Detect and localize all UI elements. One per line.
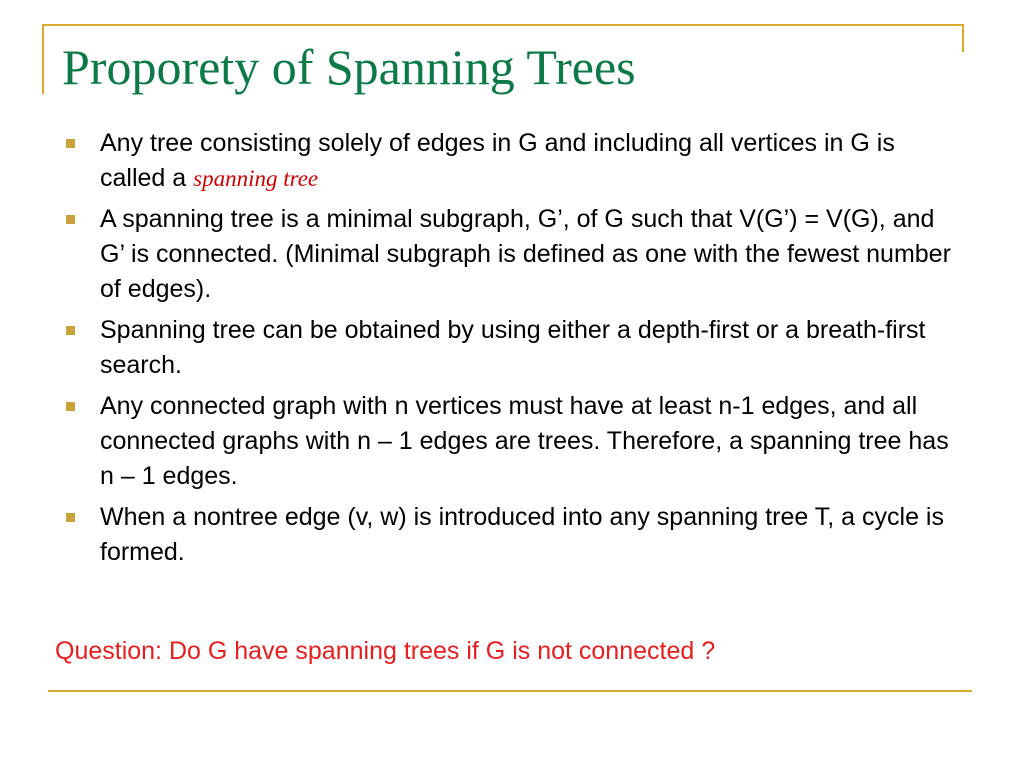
bullet-text: Any connected graph with n vertices must have at least n-1 edges, and all connected graphs with n – 1 edges are trees. Therefore, a spanning tree has n – 1 edges. [100, 392, 949, 490]
slide-title: Proporety of Spanning Trees [62, 39, 636, 95]
frame-bottom-rule [48, 690, 972, 692]
bullet-item [62, 313, 962, 383]
bullet-text: Any tree consisting solely of edges in G and including all vertices in G is called a [100, 129, 895, 192]
frame-right-rule [962, 24, 964, 52]
frame-top-rule [42, 24, 964, 26]
bullet-emphasis: spanning tree [193, 166, 319, 191]
square-bullet-icon [66, 139, 75, 148]
frame-left-rule [42, 24, 44, 94]
bullet-item [62, 126, 962, 196]
square-bullet-icon [66, 513, 75, 522]
question-text: Question: Do G have spanning trees if G is not connected ? [55, 637, 716, 665]
bullet-text: A spanning tree is a minimal subgraph, G’, of G such that V(G’) = V(G), and G’ is connected. (Minimal subgraph is defined as one with the fewest number of edges). [100, 205, 951, 303]
square-bullet-icon [66, 326, 75, 335]
bullet-item [62, 389, 962, 494]
bullet-list [62, 126, 962, 576]
bullet-text: Spanning tree can be obtained by using either a depth-first or a breath-first search. [100, 316, 926, 379]
square-bullet-icon [66, 215, 75, 224]
bullet-item [62, 202, 962, 307]
square-bullet-icon [66, 402, 75, 411]
bullet-item [62, 500, 962, 570]
bullet-text: When a nontree edge (v, w) is introduced into any spanning tree T, a cycle is formed. [100, 503, 944, 566]
